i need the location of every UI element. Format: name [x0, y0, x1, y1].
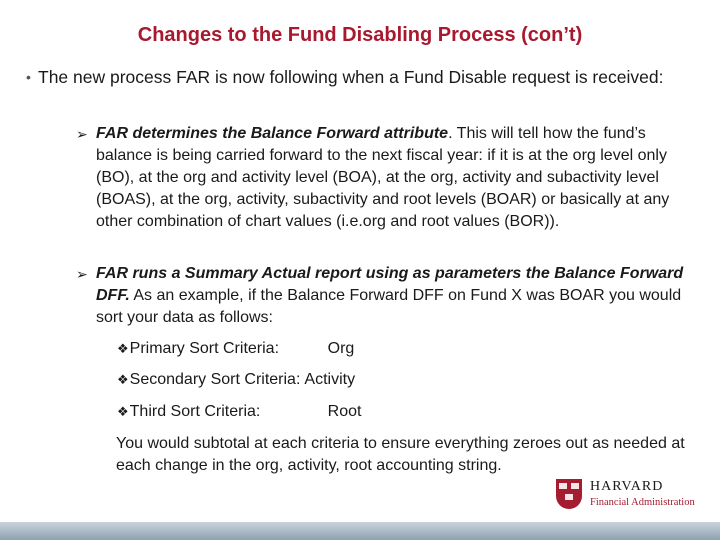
bullet-dot-icon: •	[26, 69, 31, 85]
logo-name: HARVARD	[590, 479, 664, 494]
sub2-text: As an example, if the Balance Forward DFF on Fund X was BOAR you would sort your data as follows:	[96, 287, 682, 326]
shield-icon	[556, 479, 582, 509]
arrow-bullet-icon: ➢	[76, 266, 88, 282]
harvard-logo	[556, 479, 716, 515]
criteria-label: Primary Sort Criteria:	[129, 340, 280, 357]
footer-bar	[0, 522, 720, 540]
sub1-emphasis: FAR determines the Balance Forward attribute	[96, 125, 449, 142]
closing-paragraph: You would subtotal at each criteria to ensure everything zeroes out as needed at each change in the org, activity, root accounting string.	[116, 435, 685, 474]
criteria-value: Org	[327, 340, 355, 357]
sub2-emphasis: FAR runs a Summary Actual report using as parameters the Balance Forward DFF.	[96, 265, 684, 304]
sub-bullet-balance-forward	[76, 123, 696, 233]
criteria-primary	[117, 338, 354, 360]
diamond-bullet-icon: ❖	[117, 372, 129, 387]
criteria-value: Activity	[304, 371, 356, 388]
criteria-secondary	[117, 369, 355, 391]
main-bullet	[26, 66, 688, 88]
criteria-third	[117, 401, 361, 423]
diamond-bullet-icon: ❖	[117, 404, 129, 419]
diamond-bullet-icon: ❖	[117, 341, 129, 356]
criteria-label: Third Sort Criteria:	[129, 403, 261, 420]
logo-subtitle: Financial Administration	[590, 497, 695, 508]
sub1-text: . This will tell how the fund’s balance is being carried forward to the next fiscal year: if it is at the org level only (BO), at the org and activity level (BOA), at the org, activity and subactivity level (BOAS), at the org, activity, subactivity and root levels (BOAR) or basically at any other combination of chart values (i.e.org and root values (BOR)).	[96, 125, 670, 230]
sub-bullet-summary-report	[76, 263, 696, 329]
criteria-label: Secondary Sort Criteria:	[129, 371, 301, 388]
criteria-value: Root	[327, 403, 362, 420]
slide-title: Changes to the Fund Disabling Process (con’t)	[137, 24, 583, 46]
arrow-bullet-icon: ➢	[76, 126, 88, 142]
main-bullet-text: The new process FAR is now following when a Fund Disable request is received:	[38, 67, 664, 87]
